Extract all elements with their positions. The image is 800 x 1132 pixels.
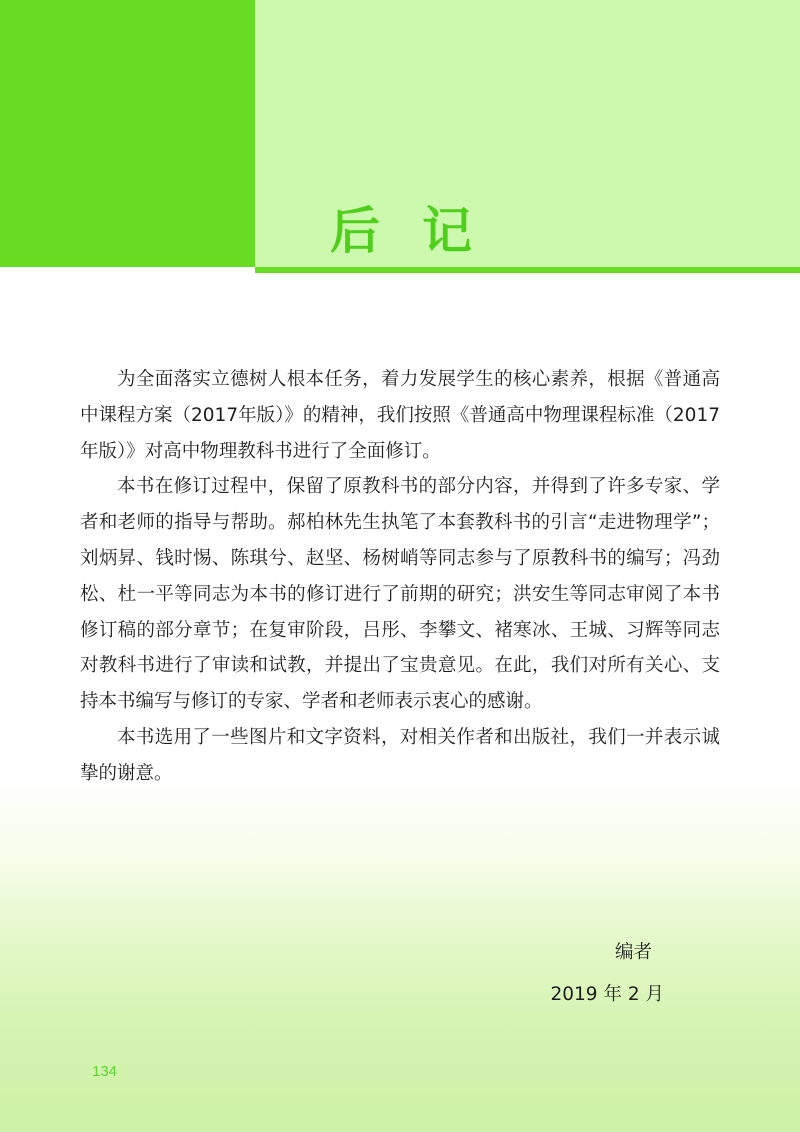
signoff-editor: 编者 xyxy=(614,942,652,963)
signoff-date: 2019 年 2 月 xyxy=(550,984,664,1005)
header-green-block xyxy=(0,0,255,267)
signoff xyxy=(551,932,665,1016)
paragraph: 本书在修订过程中，保留了原教科书的部分内容，并得到了许多专家、学者和老师的指导与帮助。郝柏林先生执笔了本套教科书的引言“走进物理学”；刘炳昇、钱时惕、陈琪兮、赵坚、杨树峭等同志参与了原教科书的编写；冯劲松、杜一平等同志为本书的修订进行了前期的研究；洪安生等同志审阅了本书修订稿的部分章节；在复审阶段，吕彤、李攀文、褚寒冰、王城、习辉等同志对教科书进行了审读和试教，并提出了宝贵意见。在此，我们对所有关心、支持本书编写与修订的专家、学者和老师表示衷心的感谢。 xyxy=(80,476,720,713)
page-title: 后记 xyxy=(330,202,514,260)
page-number: 134 xyxy=(92,1063,118,1080)
paragraph: 为全面落实立德树人根本任务，着力发展学生的核心素养，根据《普通高中课程方案（2017年版）》的精神，我们按照《普通高中物理课程标准（2017年版）》对高中物理教科书进行了全面修订。 xyxy=(80,369,720,462)
header-rule xyxy=(255,267,800,273)
paragraph: 本书选用了一些图片和文字资料，对相关作者和出版社，我们一并表示诚挚的谢意。 xyxy=(80,726,720,784)
body-text xyxy=(80,362,720,792)
